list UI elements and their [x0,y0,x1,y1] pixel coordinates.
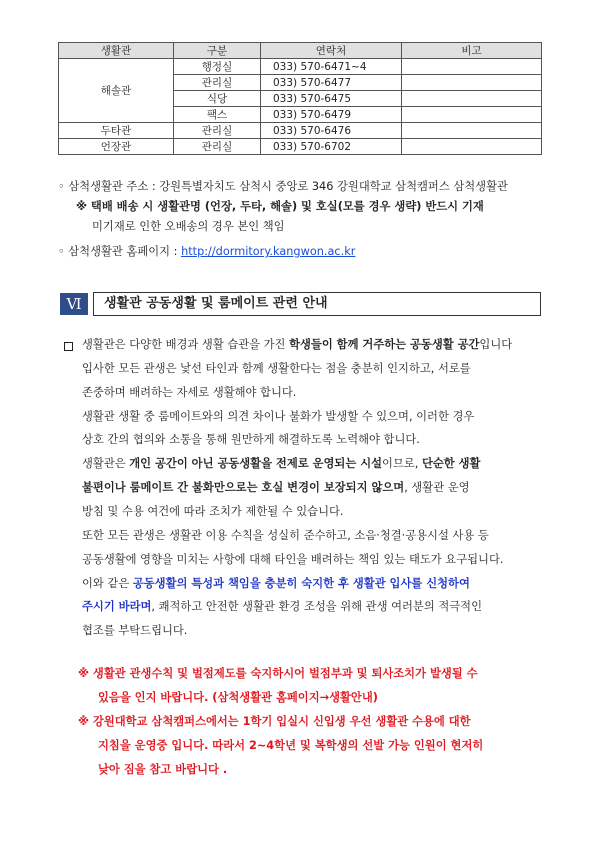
warning-note: 있음을 인지 바랍니다. (삼척생활관 홈페이지→생활안내) [98,691,378,704]
cell-phone: 033) 570-6471~4 [261,59,402,75]
table-row [59,123,542,139]
paragraph-line: 존중하며 배려하는 자세로 생활해야 합니다. [82,386,297,399]
cell-note [402,59,542,75]
text-span: 이와 같은 [82,577,133,590]
cell-type: 팩스 [174,107,261,123]
text-span: 입니다 [479,338,513,351]
delivery-note-sub: 미기재로 인한 오배송의 경우 본인 책임 [92,220,285,233]
cell-phone: 033) 570-6477 [261,75,402,91]
cell-phone: 033) 570-6476 [261,123,402,139]
cell-note [402,139,542,155]
paragraph-line [82,337,512,353]
cell-note [402,75,542,91]
text-emphasis: 단순한 생활 [421,457,481,470]
header-note: 비고 [402,43,542,59]
cell-note [402,123,542,139]
table-row [59,139,542,155]
text-emphasis: 학생들이 함께 거주하는 공동생활 공간 [289,338,480,351]
cell-type: 행정실 [174,59,261,75]
cell-type: 관리실 [174,123,261,139]
paragraph-line: 상호 간의 협의와 소통을 통해 원만하게 해결하도록 노력해야 합니다. [82,433,420,446]
warning-note: 지침을 운영중 입니다. 따라서 2~4학년 및 복학생의 선발 가능 인원이 현저히 [98,739,484,752]
paragraph-line [82,599,482,615]
paragraph-line: 협조를 부탁드립니다. [82,624,188,637]
warning-note: ※ 생활관 관생수칙 및 벌점제도를 숙지하시어 벌점부과 및 퇴사조치가 발생될 수 [78,667,478,680]
text-span: 생활관은 다양한 배경과 생활 습관을 가진 [82,338,290,351]
paragraph-line [82,576,470,592]
homepage-line [58,244,355,260]
text-emphasis: 불편이나 룸메이트 간 불화만으로는 호실 변경이 보장되지 않으며 [82,481,405,494]
table-header-row [59,43,542,59]
paragraph-line [82,480,470,496]
paragraph-line [82,456,480,472]
paragraph-line: 방침 및 수용 여건에 따라 조치가 제한될 수 있습니다. [82,505,344,518]
text-span: 생활관은 [82,457,130,470]
cell-note [402,91,542,107]
text-span: 이므로, [382,457,422,470]
homepage-label: ◦ 삼척생활관 홈페이지 : [58,245,182,258]
cell-type: 관리실 [174,139,261,155]
cell-phone: 033) 570-6475 [261,91,402,107]
table-row [59,59,542,75]
header-hall: 생활관 [59,43,174,59]
text-span: , 생활관 운영 [404,481,470,494]
address-line: ◦ 삼척생활관 주소 : 강원특별자치도 삼척시 중앙로 346 강원대학교 삼척캠퍼스 삼척생활관 [58,180,508,193]
paragraph-line: 입사한 모든 관생은 낯선 타인과 함께 생활한다는 점을 충분히 인지하고, 서로를 [82,362,471,375]
paragraph-line: 공동생활에 영향을 미치는 사항에 대해 타인을 배려하는 책임 있는 태도가 요구됩니다. [82,553,504,566]
homepage-link[interactable]: http://dormitory.kangwon.ac.kr [181,245,356,258]
paragraph-line: 또한 모든 관생은 생활관 이용 수칙을 성실히 준수하고, 소음·청결·공용시설 사용 등 [82,529,489,542]
cell-note [402,107,542,123]
warning-note: 낮아 짐을 참고 바랍니다 . [98,763,228,776]
text-highlight: 주시기 바라며 [82,600,152,613]
delivery-note: ※ 택배 배송 시 생활관명 (언장, 두타, 해솔) 및 호실(모를 경우 생략) 반드시 기재 [76,200,484,213]
warning-note: ※ 강원대학교 삼척캠퍼스에서는 1학기 입실시 신입생 우선 생활관 수용에 대한 [78,715,471,728]
text-emphasis: 개인 공간이 아닌 공동생활을 전제로 운영되는 시설 [129,457,383,470]
section-title: 생활관 공동생활 및 룸메이트 관련 안내 [104,296,328,311]
header-type: 구분 [174,43,261,59]
cell-type: 관리실 [174,75,261,91]
header-phone: 연락처 [261,43,402,59]
section-number: Ⅵ [60,293,88,315]
cell-hall: 해솔관 [59,59,174,123]
cell-type: 식당 [174,91,261,107]
cell-hall: 언장관 [59,139,174,155]
cell-hall: 두타관 [59,123,174,139]
cell-phone: 033) 570-6479 [261,107,402,123]
text-highlight: 공동생활의 특성과 책임을 충분히 숙지한 후 생활관 입사를 신청하여 [132,577,470,590]
contact-table [58,42,542,155]
text-span: , 쾌적하고 안전한 생활관 환경 조성을 위해 관생 여러분의 적극적인 [151,600,482,613]
cell-phone: 033) 570-6702 [261,139,402,155]
paragraph-line: 생활관 생활 중 룸메이트와의 의견 차이나 불화가 발생할 수 있으며, 이러한 경우 [82,410,475,423]
checkbox-bullet-icon [64,342,73,351]
